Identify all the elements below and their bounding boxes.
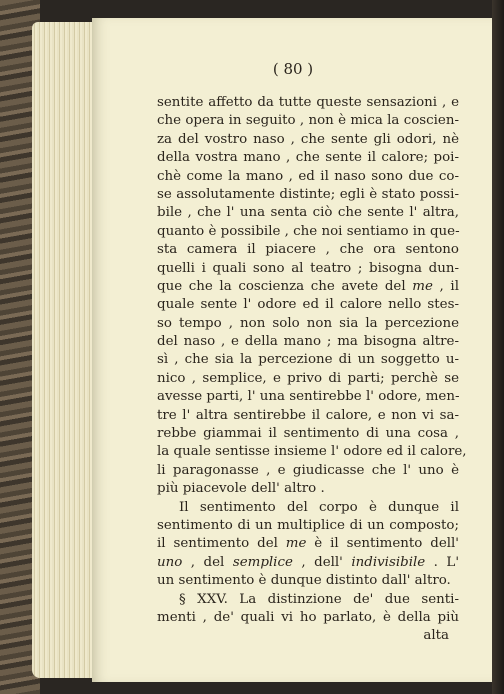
text-line — [157, 591, 459, 609]
text-run: è il sentimento dell' — [306, 536, 459, 552]
italic-text: semplice — [232, 554, 293, 570]
text-line — [157, 480, 459, 498]
text-run: del naso , e della mano ; ma bisogna altre- — [157, 334, 459, 350]
text-line — [157, 535, 459, 553]
text-line — [157, 112, 459, 130]
text-run: il sentimento del — [157, 536, 286, 552]
text-run: sentite affetto da tutte queste sensazioni , e — [157, 95, 459, 110]
text-run: quanto è possibile , che noi sentiamo in que- — [157, 223, 460, 239]
text-line — [157, 462, 459, 480]
text-run: so tempo , non solo non sia la percezione — [157, 315, 459, 331]
text-line — [157, 351, 459, 369]
text-run: Il sentimento del corpo è dunque il — [179, 499, 459, 515]
italic-text: me — [285, 536, 307, 552]
text-run: avesse parti, l' una sentirebbe l' odore, men- — [157, 389, 460, 405]
text-run: alta — [423, 628, 449, 644]
text-line — [157, 94, 459, 112]
italic-text: uno — [157, 554, 183, 570]
text-line — [157, 443, 467, 461]
text-line — [157, 517, 459, 535]
text-line — [157, 168, 459, 186]
book-page — [92, 18, 494, 682]
text-run: za del vostro naso , che sente gli odori, nè — [157, 131, 459, 147]
body-text — [157, 94, 467, 646]
text-run: § XXV. La distinzione de' due senti- — [179, 591, 459, 607]
text-run: sta camera il piacere , che ora sentono — [157, 242, 459, 258]
text-line — [157, 627, 459, 645]
page-number: ( 80 ) — [272, 60, 314, 78]
text-run: que che la coscienza che avete del — [157, 278, 413, 294]
text-run: quale sente l' odore ed il calore nello stes- — [157, 297, 459, 313]
text-run: bile , che l' una senta ciò che sente l' altra, — [157, 205, 459, 221]
text-line — [157, 499, 459, 517]
text-line — [157, 425, 459, 443]
text-run: chè come la mano , ed il naso sono due co- — [157, 168, 459, 184]
text-line — [157, 278, 459, 296]
text-line — [157, 149, 459, 167]
text-run: che opera in seguito , non è mica la coscien- — [157, 113, 459, 129]
text-run: nico , semplice, e privo di parti; perchè se — [157, 370, 459, 386]
text-line — [157, 186, 459, 204]
text-run: , dell' — [292, 554, 352, 570]
text-run: sentimento di un multiplice di un composto; — [157, 517, 459, 533]
text-line — [157, 388, 459, 406]
text-run: la quale sentisse insieme l' odore ed il calore, — [157, 444, 467, 460]
text-line — [157, 204, 459, 222]
italic-text: indivisibile — [351, 554, 426, 570]
italic-text: me — [412, 278, 433, 294]
text-run: rebbe giammai il sentimento di una cosa , — [157, 426, 459, 442]
text-line — [157, 296, 459, 314]
text-line — [157, 370, 459, 388]
text-run: tre l' altra sentirebbe il calore, e non vi sa- — [157, 407, 459, 423]
text-run: quelli i quali sono al teatro ; bisogna dun- — [157, 260, 459, 276]
text-line — [157, 131, 459, 149]
page-stack-edges — [32, 22, 96, 678]
text-run: , del — [182, 554, 233, 570]
text-line — [157, 223, 459, 241]
text-run: , il — [432, 278, 459, 294]
text-run: se assolutamente distinte; egli è stato possi- — [157, 186, 459, 202]
text-line — [157, 260, 459, 278]
text-run: della vostra mano , che sente il calore; poi- — [157, 150, 459, 166]
text-line — [157, 554, 459, 572]
text-line — [157, 407, 459, 425]
text-line — [157, 315, 459, 333]
text-run: sì , che sia la percezione di un soggetto u- — [157, 352, 459, 368]
text-run: li paragonasse , e giudicasse che l' uno è — [157, 462, 459, 478]
text-run: menti , de' quali vi ho parlato, è della più — [157, 609, 459, 625]
text-run: più piacevole dell' altro . — [157, 481, 325, 497]
book-cover-right-edge — [492, 0, 504, 694]
text-line — [157, 609, 459, 627]
text-run: un sentimento è dunque distinto dall' altro. — [157, 573, 451, 589]
text-line — [157, 333, 459, 351]
text-line — [157, 572, 459, 590]
text-line — [157, 241, 459, 259]
text-run: . L' — [425, 554, 459, 570]
